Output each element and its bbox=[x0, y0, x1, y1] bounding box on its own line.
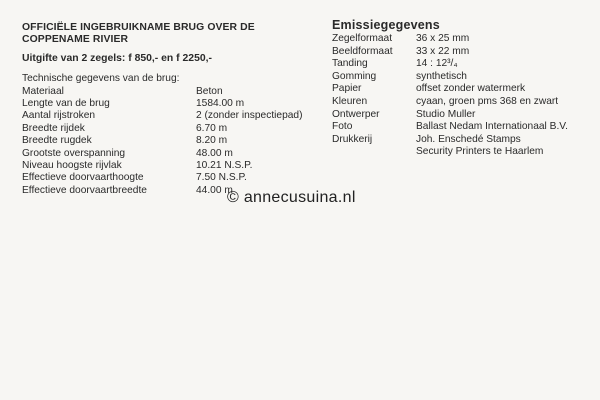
spec-key: Breedte rugdek bbox=[22, 135, 92, 147]
spec-key: Drukkerij bbox=[332, 133, 373, 145]
spec-value: 33 x 22 mm bbox=[416, 45, 470, 57]
spec-value: offset zonder watermerk bbox=[416, 83, 526, 95]
spec-row bbox=[22, 123, 312, 135]
issue-data-column bbox=[332, 0, 594, 159]
spec-value: Joh. Enschedé Stamps bbox=[416, 133, 521, 145]
spec-key bbox=[332, 146, 416, 159]
spec-value: 14 : 12³/₄ bbox=[416, 58, 458, 70]
spec-value: 1584.00 m bbox=[196, 97, 245, 109]
spec-row bbox=[332, 46, 594, 59]
spec-key: Effectieve doorvaartbreedte bbox=[22, 184, 147, 196]
spec-row bbox=[332, 134, 594, 147]
issue-specs-list bbox=[332, 33, 594, 159]
issue-data-title: Emissiegegevens bbox=[332, 18, 440, 32]
spec-row bbox=[332, 58, 594, 71]
spec-key: Kleuren bbox=[332, 95, 368, 107]
spec-key: Tanding bbox=[332, 58, 368, 70]
spec-row bbox=[332, 33, 594, 46]
spec-key: Papier bbox=[332, 83, 362, 95]
spec-value: Studio Muller bbox=[416, 108, 476, 120]
spec-row bbox=[22, 172, 312, 184]
spec-key: Ontwerper bbox=[332, 108, 380, 120]
spec-value: 2 (zonder inspectiepad) bbox=[196, 110, 303, 122]
spec-key: Lengte van de brug bbox=[22, 97, 110, 109]
issue-line: Uitgifte van 2 zegels: f 850,- en f 2250,- bbox=[22, 53, 212, 64]
spec-key: Materiaal bbox=[22, 85, 64, 97]
spec-value: cyaan, groen pms 368 en zwart bbox=[416, 95, 559, 107]
spec-value: 7.50 N.S.P. bbox=[196, 172, 247, 184]
spec-value: synthetisch bbox=[416, 70, 467, 82]
bridge-info-column bbox=[22, 0, 312, 197]
spec-key: Gomming bbox=[332, 70, 377, 82]
copyright-watermark: © annecusuina.nl bbox=[227, 189, 356, 206]
document-heading bbox=[22, 22, 312, 46]
spec-value: 10.21 N.S.P. bbox=[196, 159, 253, 171]
spec-key: Niveau hoogste rijvlak bbox=[22, 159, 122, 171]
spec-value: 8.20 m bbox=[196, 135, 228, 147]
spec-row bbox=[332, 71, 594, 84]
technical-specs-list bbox=[22, 86, 312, 198]
spec-key: Grootste overspanning bbox=[22, 147, 126, 159]
technical-data-title: Technische gegevens van de brug: bbox=[22, 73, 180, 84]
heading-line-1: OFFICIËLE INGEBRUIKNAME BRUG OVER DE bbox=[22, 22, 255, 33]
heading-line-2: COPPENAME RIVIER bbox=[22, 34, 129, 45]
spec-row bbox=[332, 83, 594, 96]
spec-key: Zegelformaat bbox=[332, 33, 393, 44]
spec-key: Aantal rijstroken bbox=[22, 110, 96, 122]
spec-row bbox=[332, 146, 594, 159]
spec-row bbox=[332, 96, 594, 109]
spec-row bbox=[22, 160, 312, 172]
spec-value: 36 x 25 mm bbox=[416, 33, 470, 44]
spec-key: Effectieve doorvaarthoogte bbox=[22, 172, 144, 184]
spec-row bbox=[22, 110, 312, 122]
spec-row bbox=[332, 109, 594, 122]
spec-row bbox=[22, 86, 312, 98]
spec-key: Foto bbox=[332, 121, 353, 133]
spec-row bbox=[332, 121, 594, 134]
spec-value: 6.70 m bbox=[196, 122, 228, 134]
spec-key: Beeldformaat bbox=[332, 45, 393, 57]
spec-key: Breedte rijdek bbox=[22, 122, 85, 134]
spec-row bbox=[22, 148, 312, 160]
spec-value: Security Printers te Haarlem bbox=[416, 146, 544, 158]
spec-value: Ballast Nedam Internationaal B.V. bbox=[416, 121, 568, 133]
spec-value: 48.00 m bbox=[196, 147, 233, 159]
spec-row bbox=[22, 135, 312, 147]
spec-value: 44.00 m bbox=[196, 184, 233, 196]
spec-value: Beton bbox=[196, 85, 223, 97]
spec-row bbox=[22, 98, 312, 110]
